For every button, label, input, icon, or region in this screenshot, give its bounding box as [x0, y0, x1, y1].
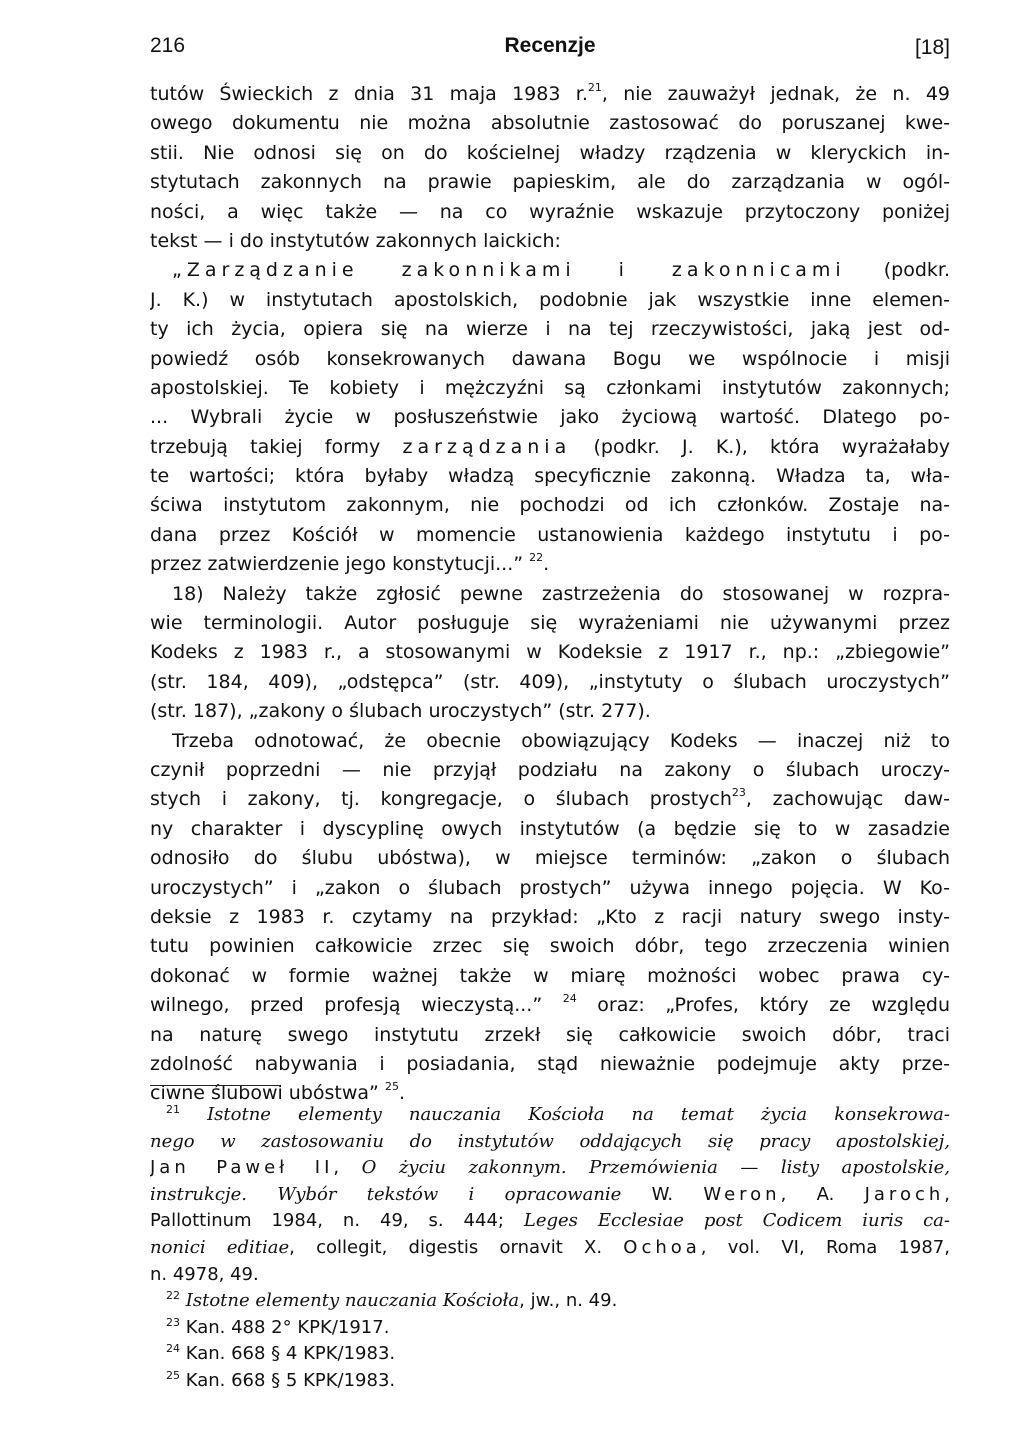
- emphasized-text: zarządzania: [402, 435, 572, 458]
- text-line: stytutach zakonnych na prawie papieskim, ale do zarządzania w ogól-: [150, 171, 950, 194]
- footnote-line: nonici editiae, collegit, digestis ornavit X. Ochoa, vol. VI, Roma 1987,: [150, 1236, 950, 1258]
- footnote-25: $^{25}$ Kan. 668 § 5 KPK/1983.: [166, 1368, 396, 1391]
- text-line: tutów Świeckich z dnia 31 maja 1983 r.$^{21}$, nie zauważył jednak, że n. 49: [150, 81, 950, 105]
- text-line: deksie z 1983 r. czytamy na przykład: „Kto z racji natury swego insty-: [150, 905, 950, 928]
- text-line: Kodeks z 1983 r., a stosowanymi w Kodeksie z 1917 r., np.: „zbiegowie”: [150, 641, 950, 664]
- text-line: (str. 187), „zakony o ślubach uroczystych” (str. 277).: [150, 700, 651, 723]
- text-line: tekst — i do instytutów zakonnych laickich:: [150, 229, 561, 252]
- footnote-22: $^{22}$ Istotne elementy nauczania Kościoła, jw., n. 49.: [166, 1289, 618, 1312]
- text-line: ny charakter i dyscyplinę owych instytutów (a będzie się to w zasadzie: [150, 817, 950, 840]
- page-header: [150, 34, 950, 64]
- text-line: 18) Należy także zgłosić pewne zastrzeżenia do stosowanej w rozpra-: [172, 582, 950, 605]
- footnote-number: 23: [166, 1315, 180, 1329]
- text-line: J. K.) w instytutach apostolskich, podobnie jak wszystkie inne elemen-: [150, 288, 950, 311]
- text-line: na naturę swego instytutu zrzekł się całkowicie swoich dóbr, traci: [150, 1023, 950, 1046]
- text-line: Trzeba odnotować, że obecnie obowiązujący Kodeks — inaczej niż to: [172, 729, 950, 752]
- text-line: ności, a więc także — na co wyraźnie wskazuje przytoczony poniżej: [150, 200, 950, 223]
- footnote-number: 24: [166, 1342, 180, 1356]
- footnote-ref: 21: [587, 81, 602, 94]
- footnote-21: $^{21}$ Istotne elementy nauczania Kościoła na temat życia konsekrowa-: [166, 1103, 950, 1125]
- text-line: ciwne ślubowi ubóstwa” $^{25}$.: [150, 1080, 405, 1105]
- author-name: Jaroch: [864, 1183, 945, 1205]
- text-line: stii. Nie odnosi się on do kościelnej władzy rządzenia w kleryckich in-: [150, 141, 950, 164]
- text-line: wilnego, przed profesją wieczystą...” $^{24}$ oraz: „Profes, który ze względu: [150, 992, 950, 1017]
- running-title: Recenzje: [504, 34, 596, 57]
- text-line: wie terminologii. Autor posługuje się wyrażeniami nie używanymi przez: [150, 612, 950, 635]
- footnote-number: 25: [166, 1368, 180, 1382]
- footnote-ref: 24: [562, 992, 577, 1006]
- footnote-line: nego w zastosowaniu do instytutów oddających się pracy apostolskiej,: [150, 1130, 950, 1152]
- text-line: te wartości; która byłaby władzą specyficznie zakonną. Władza ta, wła-: [150, 465, 950, 488]
- text-line: tutu powinien całkowicie zrzec się swoich dóbr, tego zrzeczenia winien: [150, 935, 950, 958]
- text-line: „Zarządzanie zakonnikami i zakonnicami (podkr.: [172, 259, 950, 282]
- text-line: ... Wybrali życie w posłuszeństwie jako życiową wartość. Dlatego po-: [150, 406, 950, 429]
- section-number: [18]: [914, 36, 950, 59]
- text-line: dana przez Kościół w momencie ustanowienia każdego instytutu i po-: [150, 523, 950, 546]
- footnote-ref: 22: [529, 551, 544, 565]
- author-name: Jan Paweł II: [150, 1157, 334, 1179]
- text-line: (str. 184, 409), „odstępca” (str. 409), „instytuty o ślubach uroczystych”: [150, 670, 950, 693]
- footnote-ref: 25: [384, 1080, 399, 1094]
- footnote-line: instrukcje. Wybór tekstów i opracowanie W. Weron, A. Jaroch,: [150, 1183, 950, 1205]
- text-line: owego dokumentu nie można absolutnie zastosować do poruszanej kwe-: [150, 112, 950, 135]
- footnote-number: 21: [166, 1103, 180, 1116]
- text-line: dokonać w formie ważnej także w miarę możności wobec prawa cy-: [150, 964, 950, 987]
- text-line: trzebują takiej formy zarządzania (podkr. J. K.), która wyrażałaby: [150, 435, 950, 458]
- text-line: czynił poprzedni — nie przyjął podziału na zakony o ślubach uroczy-: [150, 758, 950, 781]
- footnote-number: 22: [166, 1289, 180, 1303]
- footnote-separator: [150, 1085, 280, 1086]
- footnotes: [150, 1102, 950, 1395]
- footnote-line: Jan Paweł II, O życiu zakonnym. Przemówienia — listy apostolskie,: [150, 1157, 950, 1179]
- page-number: 216: [150, 34, 186, 57]
- text-line: ty ich życia, opiera się na wierze i na tej rzeczywistości, jaką jest od-: [150, 318, 950, 341]
- text-line: zdolność nabywania i posiadania, stąd nieważnie podejmuje akty prze-: [150, 1052, 950, 1075]
- text-line: powiedź osób konsekrowanych dawana Bogu we wspólnocie i misji: [150, 347, 950, 370]
- author-name: Weron: [703, 1183, 781, 1205]
- text-line: odnosiło do ślubu ubóstwa), w miejsce terminów: „zakon o ślubach: [150, 847, 950, 870]
- footnote-23: $^{23}$ Kan. 488 2° KPK/1917.: [166, 1315, 390, 1338]
- footnote-line: Pallottinum 1984, n. 49, s. 444; Leges Ecclesiae post Codicem iuris ca-: [150, 1210, 950, 1232]
- text-line: przez zatwierdzenie jego konstytucji...” $^{22}$.: [150, 551, 550, 576]
- text-line: stych i zakony, tj. kongregacje, o ślubach prostych$^{23}$, zachowując daw-: [150, 786, 950, 811]
- footnote-24: $^{24}$ Kan. 668 § 4 KPK/1983.: [166, 1342, 396, 1365]
- author-name: Ochoa: [623, 1236, 701, 1258]
- footnote-ref: 23: [731, 786, 746, 800]
- emphasized-text: „Zarządzanie zakonnikami i zakonnicami: [172, 259, 846, 282]
- text-line: ściwa instytutom zakonnym, nie pochodzi od ich członków. Zostaje na-: [150, 494, 950, 517]
- body-text: [150, 80, 950, 1109]
- footnote-line: n. 4978, 49.: [150, 1263, 259, 1285]
- text-line: uroczystych” i „zakon o ślubach prostych” używa innego pojęcia. W Ko-: [150, 876, 950, 899]
- text-line: apostolskiej. Te kobiety i mężczyźni są członkami instytutów zakonnych;: [150, 376, 950, 399]
